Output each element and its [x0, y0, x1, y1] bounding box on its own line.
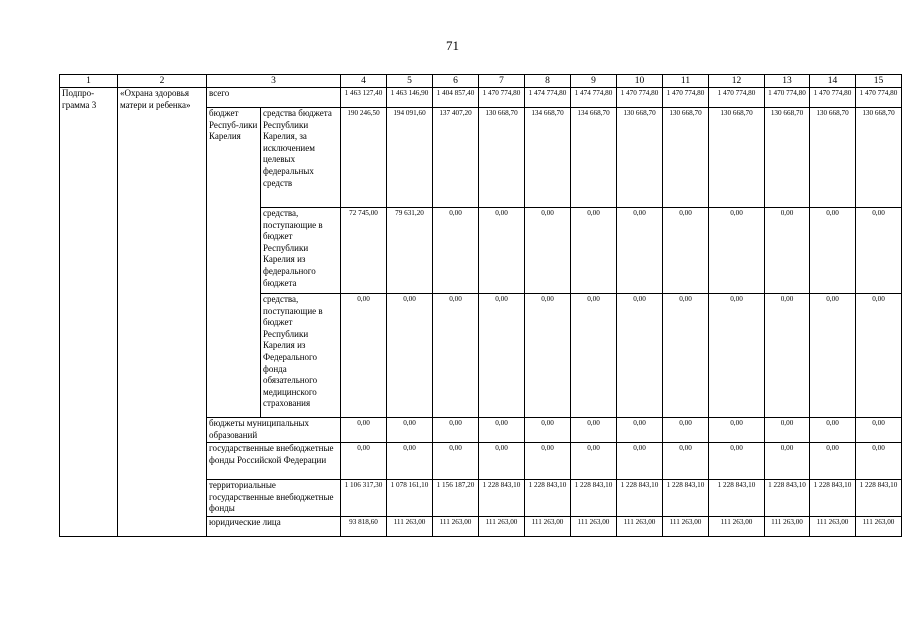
value-cell: 0,00	[663, 294, 709, 418]
value-cell: 1 470 774,80	[617, 88, 663, 108]
value-cell: 130 668,70	[856, 108, 902, 208]
value-cell: 0,00	[571, 443, 617, 480]
value-cell: 111 263,00	[617, 517, 663, 537]
header-cell: 14	[810, 75, 856, 88]
value-cell: 1 156 187,20	[433, 480, 479, 517]
value-cell: 1 078 161,10	[387, 480, 433, 517]
value-cell: 1 228 843,10	[856, 480, 902, 517]
value-cell: 0,00	[479, 208, 525, 294]
budget-group-label: бюджет Респуб-лики Карелия	[207, 108, 261, 418]
value-cell: 0,00	[341, 418, 387, 443]
value-cell: 1 228 843,10	[663, 480, 709, 517]
value-cell: 111 263,00	[525, 517, 571, 537]
value-cell: 111 263,00	[433, 517, 479, 537]
value-cell: 1 470 774,80	[856, 88, 902, 108]
row-label-rk-own: средства бюджета Республики Карелия, за исключением целевых федеральных средств	[261, 108, 341, 208]
value-cell: 0,00	[709, 418, 765, 443]
subprogram-name: «Охрана здоровья матери и ребенка»	[118, 88, 207, 537]
value-cell: 0,00	[571, 418, 617, 443]
value-cell: 0,00	[810, 294, 856, 418]
value-cell: 130 668,70	[663, 108, 709, 208]
value-cell: 130 668,70	[810, 108, 856, 208]
value-cell: 0,00	[810, 208, 856, 294]
value-cell: 0,00	[709, 208, 765, 294]
value-cell: 1 470 774,80	[765, 88, 810, 108]
value-cell: 1 470 774,80	[709, 88, 765, 108]
value-cell: 111 263,00	[387, 517, 433, 537]
value-cell: 0,00	[341, 294, 387, 418]
page-number: 71	[446, 38, 459, 53]
value-cell: 1 228 843,10	[765, 480, 810, 517]
header-cell: 5	[387, 75, 433, 88]
value-cell: 111 263,00	[709, 517, 765, 537]
row-total	[60, 88, 902, 108]
value-cell: 111 263,00	[765, 517, 810, 537]
value-cell: 0,00	[810, 443, 856, 480]
value-cell: 130 668,70	[709, 108, 765, 208]
header-cell: 8	[525, 75, 571, 88]
value-cell: 111 263,00	[810, 517, 856, 537]
value-cell: 1 463 127,40	[341, 88, 387, 108]
value-cell: 93 818,60	[341, 517, 387, 537]
value-cell: 1 474 774,80	[525, 88, 571, 108]
funding-table	[59, 74, 902, 537]
value-cell: 1 470 774,80	[479, 88, 525, 108]
value-cell: 0,00	[765, 418, 810, 443]
value-cell: 1 228 843,10	[525, 480, 571, 517]
value-cell: 130 668,70	[479, 108, 525, 208]
value-cell: 0,00	[765, 208, 810, 294]
value-cell: 0,00	[525, 294, 571, 418]
value-cell: 0,00	[341, 443, 387, 480]
value-cell: 0,00	[617, 443, 663, 480]
value-cell: 0,00	[571, 294, 617, 418]
value-cell: 0,00	[856, 443, 902, 480]
value-cell: 0,00	[525, 418, 571, 443]
value-cell: 0,00	[479, 294, 525, 418]
header-cell: 6	[433, 75, 479, 88]
value-cell: 1 470 774,80	[663, 88, 709, 108]
row-label-territorial: территориальные государственные внебюджетные фонды	[207, 480, 341, 517]
value-cell: 194 091,60	[387, 108, 433, 208]
value-cell: 0,00	[433, 208, 479, 294]
value-cell: 0,00	[617, 208, 663, 294]
value-cell: 190 246,50	[341, 108, 387, 208]
subprogram-code: Подпро-грамма 3	[60, 88, 118, 537]
value-cell: 134 668,70	[571, 108, 617, 208]
row-label-legal: юридические лица	[207, 517, 341, 537]
header-cell: 15	[856, 75, 902, 88]
value-cell: 0,00	[617, 294, 663, 418]
value-cell: 1 228 843,10	[571, 480, 617, 517]
value-cell: 0,00	[765, 294, 810, 418]
value-cell: 1 228 843,10	[617, 480, 663, 517]
value-cell: 1 228 843,10	[810, 480, 856, 517]
value-cell: 0,00	[479, 443, 525, 480]
value-cell: 111 263,00	[479, 517, 525, 537]
header-cell: 10	[617, 75, 663, 88]
header-cell: 4	[341, 75, 387, 88]
value-cell: 0,00	[433, 418, 479, 443]
header-cell: 12	[709, 75, 765, 88]
value-cell: 0,00	[387, 443, 433, 480]
value-cell: 1 470 774,80	[810, 88, 856, 108]
value-cell: 0,00	[810, 418, 856, 443]
value-cell: 111 263,00	[663, 517, 709, 537]
value-cell: 1 228 843,10	[479, 480, 525, 517]
value-cell: 1 463 146,90	[387, 88, 433, 108]
row-label-fed-transfers: средства, поступающие в бюджет Республики Карелия из федерального бюджета	[261, 208, 341, 294]
value-cell: 0,00	[433, 443, 479, 480]
value-cell: 79 631,20	[387, 208, 433, 294]
value-cell: 1 228 843,10	[709, 480, 765, 517]
value-cell: 0,00	[433, 294, 479, 418]
value-cell: 0,00	[856, 208, 902, 294]
value-cell: 0,00	[387, 294, 433, 418]
header-cell: 3	[207, 75, 341, 88]
value-cell: 130 668,70	[617, 108, 663, 208]
row-label-municipal: бюджеты муниципальных образований	[207, 418, 341, 443]
value-cell: 72 745,00	[341, 208, 387, 294]
value-cell: 134 668,70	[525, 108, 571, 208]
value-cell: 0,00	[387, 418, 433, 443]
header-cell: 13	[765, 75, 810, 88]
row-label-ffoms: средства, поступающие в бюджет Республики Карелия из Федерального фонда обязательного медицинского страхования	[261, 294, 341, 418]
value-cell: 0,00	[709, 294, 765, 418]
value-cell: 1 106 317,30	[341, 480, 387, 517]
value-cell: 0,00	[617, 418, 663, 443]
value-cell: 0,00	[709, 443, 765, 480]
value-cell: 111 263,00	[571, 517, 617, 537]
row-label-state-funds: государственные внебюджетные фонды Российской Федерации	[207, 443, 341, 480]
header-cell: 11	[663, 75, 709, 88]
value-cell: 0,00	[525, 443, 571, 480]
header-cell: 9	[571, 75, 617, 88]
row-label-total: всего	[207, 88, 341, 108]
value-cell: 0,00	[571, 208, 617, 294]
header-cell: 7	[479, 75, 525, 88]
header-cell: 1	[60, 75, 118, 88]
value-cell: 111 263,00	[856, 517, 902, 537]
value-cell: 0,00	[525, 208, 571, 294]
value-cell: 1 404 857,40	[433, 88, 479, 108]
header-row	[60, 75, 902, 88]
value-cell: 0,00	[663, 208, 709, 294]
value-cell: 0,00	[765, 443, 810, 480]
value-cell: 0,00	[856, 294, 902, 418]
value-cell: 0,00	[663, 418, 709, 443]
header-cell: 2	[118, 75, 207, 88]
value-cell: 0,00	[856, 418, 902, 443]
value-cell: 130 668,70	[765, 108, 810, 208]
value-cell: 0,00	[479, 418, 525, 443]
value-cell: 1 474 774,80	[571, 88, 617, 108]
value-cell: 137 407,20	[433, 108, 479, 208]
value-cell: 0,00	[663, 443, 709, 480]
